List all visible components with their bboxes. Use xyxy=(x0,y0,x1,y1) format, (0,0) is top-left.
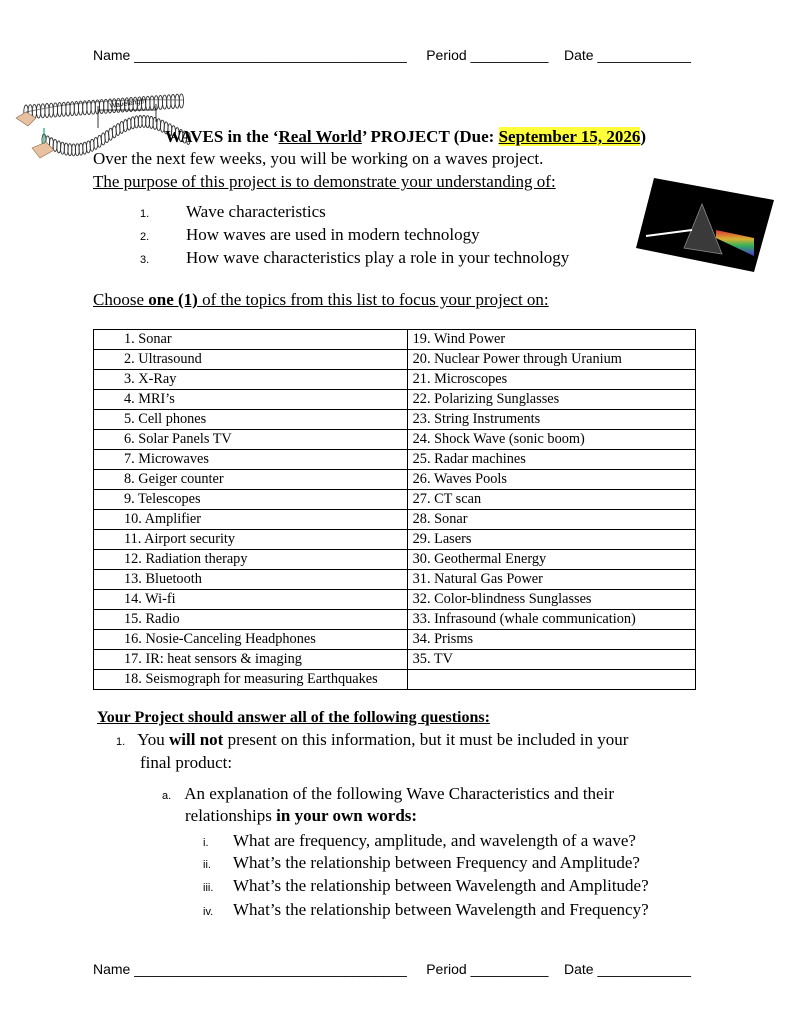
wavelength-label: Wavelength xyxy=(109,97,147,110)
topic-cell-right: 20. Nuclear Power through Uranium xyxy=(407,350,695,370)
period-label: Period xyxy=(426,47,467,63)
table-row xyxy=(94,610,696,630)
due-date: September 15, 2026 xyxy=(498,127,641,146)
title-real-world: Real World xyxy=(278,127,362,146)
topic-cell-left: 3. X-Ray xyxy=(94,370,408,390)
table-row xyxy=(94,490,696,510)
question-sub-a-line-2: relationships in your own words: xyxy=(185,806,418,825)
period-field[interactable]: __________ xyxy=(470,47,549,63)
table-row xyxy=(94,530,696,550)
topic-cell-left: 12. Radiation therapy xyxy=(94,550,408,570)
table-row xyxy=(94,330,696,350)
topic-cell-left: 4. MRI’s xyxy=(94,390,408,410)
topic-cell-right: 27. CT scan xyxy=(407,490,695,510)
intro-line-2: The purpose of this project is to demonstrate your understanding of: xyxy=(93,172,556,191)
question-roman-iii: iii. What’s the relationship between Wavelength and Amplitude? xyxy=(203,876,649,895)
footer-name-field[interactable]: ___________________________________ xyxy=(134,961,407,977)
title-middle: ’ PROJECT (Due: xyxy=(361,127,499,146)
topic-cell-right: 31. Natural Gas Power xyxy=(407,570,695,590)
topic-cell-left: 8. Geiger counter xyxy=(94,470,408,490)
topic-cell-left: 18. Seismograph for measuring Earthquakes xyxy=(94,670,408,690)
topic-cell-left: 13. Bluetooth xyxy=(94,570,408,590)
prism-image xyxy=(636,178,774,272)
topic-cell-right: 22. Polarizing Sunglasses xyxy=(407,390,695,410)
table-row xyxy=(94,510,696,530)
question-item-1: 1. You will not present on this information, but it must be included in your xyxy=(116,730,629,749)
table-row xyxy=(94,390,696,410)
topic-cell-right: 32. Color-blindness Sunglasses xyxy=(407,590,695,610)
table-row xyxy=(94,410,696,430)
date-field[interactable]: ____________ xyxy=(597,47,691,63)
topic-cell-right: 34. Prisms xyxy=(407,630,695,650)
questions-heading: Your Project should answer all of the following questions: xyxy=(97,709,490,726)
topic-cell-right: 26. Waves Pools xyxy=(407,470,695,490)
topic-cell-right: 33. Infrasound (whale communication) xyxy=(407,610,695,630)
table-row xyxy=(94,430,696,450)
topic-cell-left: 5. Cell phones xyxy=(94,410,408,430)
footer-date-field[interactable]: ____________ xyxy=(597,961,691,977)
topic-cell-left: 10. Amplifier xyxy=(94,510,408,530)
question-sub-a: a. An explanation of the following Wave Characteristics and their xyxy=(162,784,614,803)
topic-cell-right: 24. Shock Wave (sonic boom) xyxy=(407,430,695,450)
purpose-item-3: 3. How wave characteristics play a role in your technology xyxy=(140,248,570,267)
topic-cell-left: 1. Sonar xyxy=(94,330,408,350)
topic-cell-right: 28. Sonar xyxy=(407,510,695,530)
topic-cell-right: 21. Microscopes xyxy=(407,370,695,390)
topic-cell-left: 16. Nosie-Canceling Headphones xyxy=(94,630,408,650)
table-row xyxy=(94,470,696,490)
footer-period-label: Period xyxy=(426,961,467,977)
table-row xyxy=(94,370,696,390)
topic-cell-left: 6. Solar Panels TV xyxy=(94,430,408,450)
topic-cell-right: 35. TV xyxy=(407,650,695,670)
footer-name-label: Name xyxy=(93,961,131,977)
date-label: Date xyxy=(564,47,594,63)
question-roman-ii: ii. What’s the relationship between Frequency and Amplitude? xyxy=(203,853,640,872)
footer-date-label: Date xyxy=(564,961,594,977)
footer-line xyxy=(93,961,691,977)
topic-cell-left: 17. IR: heat sensors & imaging xyxy=(94,650,408,670)
topic-cell-right: 23. String Instruments xyxy=(407,410,695,430)
topics-table xyxy=(93,329,696,690)
question-item-1-line-2: final product: xyxy=(140,753,233,772)
topic-cell-right: 29. Lasers xyxy=(407,530,695,550)
title-suffix: ) xyxy=(640,127,647,146)
topic-cell-right xyxy=(407,670,695,690)
purpose-item-1: 1. Wave characteristics xyxy=(140,202,326,221)
topic-cell-left: 11. Airport security xyxy=(94,530,408,550)
intro-line-1: Over the next few weeks, you will be working on a waves project. xyxy=(93,149,544,168)
table-row xyxy=(94,550,696,570)
question-roman-iv: iv. What’s the relationship between Wavelength and Frequency? xyxy=(203,900,649,919)
page-title xyxy=(165,127,646,147)
table-row xyxy=(94,670,696,690)
choose-instruction: Choose one (1) of the topics from this list to focus your project on: xyxy=(93,290,549,309)
topic-cell-right: 19. Wind Power xyxy=(407,330,695,350)
table-row xyxy=(94,650,696,670)
question-roman-i: i. What are frequency, amplitude, and wavelength of a wave? xyxy=(203,831,636,850)
table-row xyxy=(94,630,696,650)
table-row xyxy=(94,350,696,370)
topic-cell-left: 7. Microwaves xyxy=(94,450,408,470)
footer-period-field[interactable]: __________ xyxy=(470,961,549,977)
header-line xyxy=(93,47,691,63)
topic-cell-left: 15. Radio xyxy=(94,610,408,630)
title-prefix: WAVES in the ‘ xyxy=(165,127,279,146)
table-row xyxy=(94,570,696,590)
topic-cell-left: 9. Telescopes xyxy=(94,490,408,510)
topic-cell-right: 25. Radar machines xyxy=(407,450,695,470)
purpose-item-2: 2. How waves are used in modern technology xyxy=(140,225,480,244)
name-field[interactable]: ___________________________________ xyxy=(134,47,407,63)
topic-cell-left: 14. Wi-fi xyxy=(94,590,408,610)
table-row xyxy=(94,450,696,470)
name-label: Name xyxy=(93,47,131,63)
table-row xyxy=(94,590,696,610)
topic-cell-right: 30. Geothermal Energy xyxy=(407,550,695,570)
topic-cell-left: 2. Ultrasound xyxy=(94,350,408,370)
